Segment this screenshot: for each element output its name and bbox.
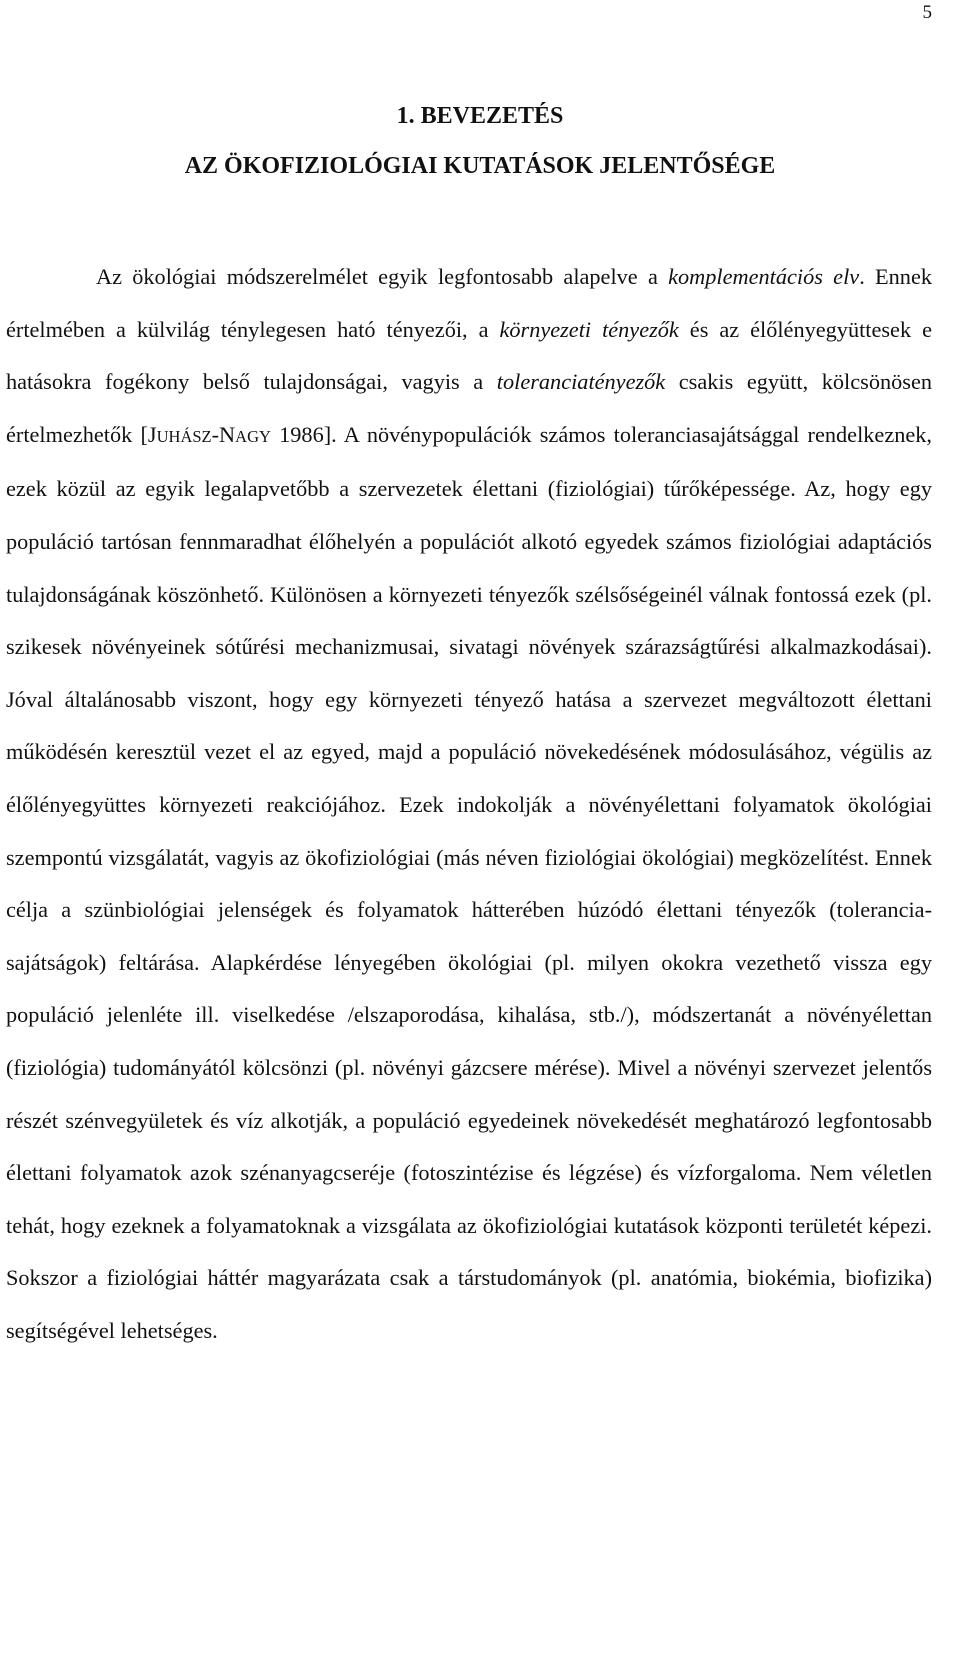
text-run: csakis együtt, kölcsönösen értelmezhetők [J — [6, 369, 932, 447]
body-paragraph — [6, 251, 932, 1357]
text-run: és az élőlényegyüttesek e hatásokra fogékony belső tulajdonságai, vagyis a — [6, 316, 932, 395]
citation-small-caps: UHÁSZ — [156, 426, 212, 446]
text-run: Az ökológiai módszerelmélet egyik legfontosabb alapelve a — [96, 264, 669, 289]
text-run: . Ennek értelmében a külvilág ténylegesen ható tényezői, a — [6, 264, 932, 342]
page-number: 5 — [922, 2, 932, 23]
chapter-title: 1. BEVEZETÉS — [396, 103, 564, 129]
emphasis-term: toleranciatényezők — [496, 369, 666, 395]
emphasis-term: környezeti tényezők — [499, 316, 679, 342]
citation-small-caps: AGY — [235, 426, 271, 446]
text-run: -N — [211, 421, 236, 447]
text-run: 1986]. A növénypopulációk számos toleranciasajátsággal rendelkeznek, ezek közül az egyik legalapvetőbb a szervezetek élettani (fiziológiai) tűrőképessége. Az, hogy egy populáció tartósan fennmaradhat élőhelyén a populációt alkotó egyedek számos fiziológiai adaptációs tulajdonságának köszönhető. Különösen a környezeti tényezők szélsőségeinél válnak fontossá ezek (pl. szikesek növényeinek sótűrési mechanizmusai, sivatagi növények szárazságtűrési alkalmazkodásai). Jóval általánosabb viszont, hogy egy környezeti tényező hatása a szervezet megváltozott élettani működésén keresztül vezet el az egyed, majd a populáció növekedésének módosulásához, végülis az élőlényegyüttes környezeti reakciójához. Ezek indokolják a növényélettani folyamatok ökológiai szempontú vizsgálatát, vagyis az ökofiziológiai (más néven fiziológiai ökológiai) megközelítést. Ennek célja a szünbiológiai jelenségek és folyamatok hátterében húzódó élettani tényezők (tolerancia-sajátságok) feltárása. Alapkérdése lényegében ökológiai (pl. milyen okokra vezethető vissza egy populáció jelenléte ill. viselkedése /elszaporodása, kihalása, stb./), módszertanát a növényélettan (fiziológia) tudományától kölcsönzi (pl. növényi gázcsere mérése). Mivel a növényi szervezet jelentős részét szénvegyületek és víz alkotják, a populáció egyedeinek növekedését meghatározó legfontosabb élettani folyamatok azok szénanyagcseréje (fotoszintézise és légzése) és vízforgaloma. Nem véletlen tehát, hogy ezeknek a folyamatoknak a vizsgálata az ökofiziológiai kutatások központi területét képezi. Sokszor a fiziológiai háttér magyarázata csak a társtudományok (pl. anatómia, biokémia, biofizika) segítségével lehetséges. — [6, 421, 932, 1343]
section-title: AZ ÖKOFIZIOLÓGIAI KUTATÁSOK JELENTŐSÉGE — [184, 153, 776, 179]
emphasis-term: komplementációs elv — [668, 264, 860, 289]
